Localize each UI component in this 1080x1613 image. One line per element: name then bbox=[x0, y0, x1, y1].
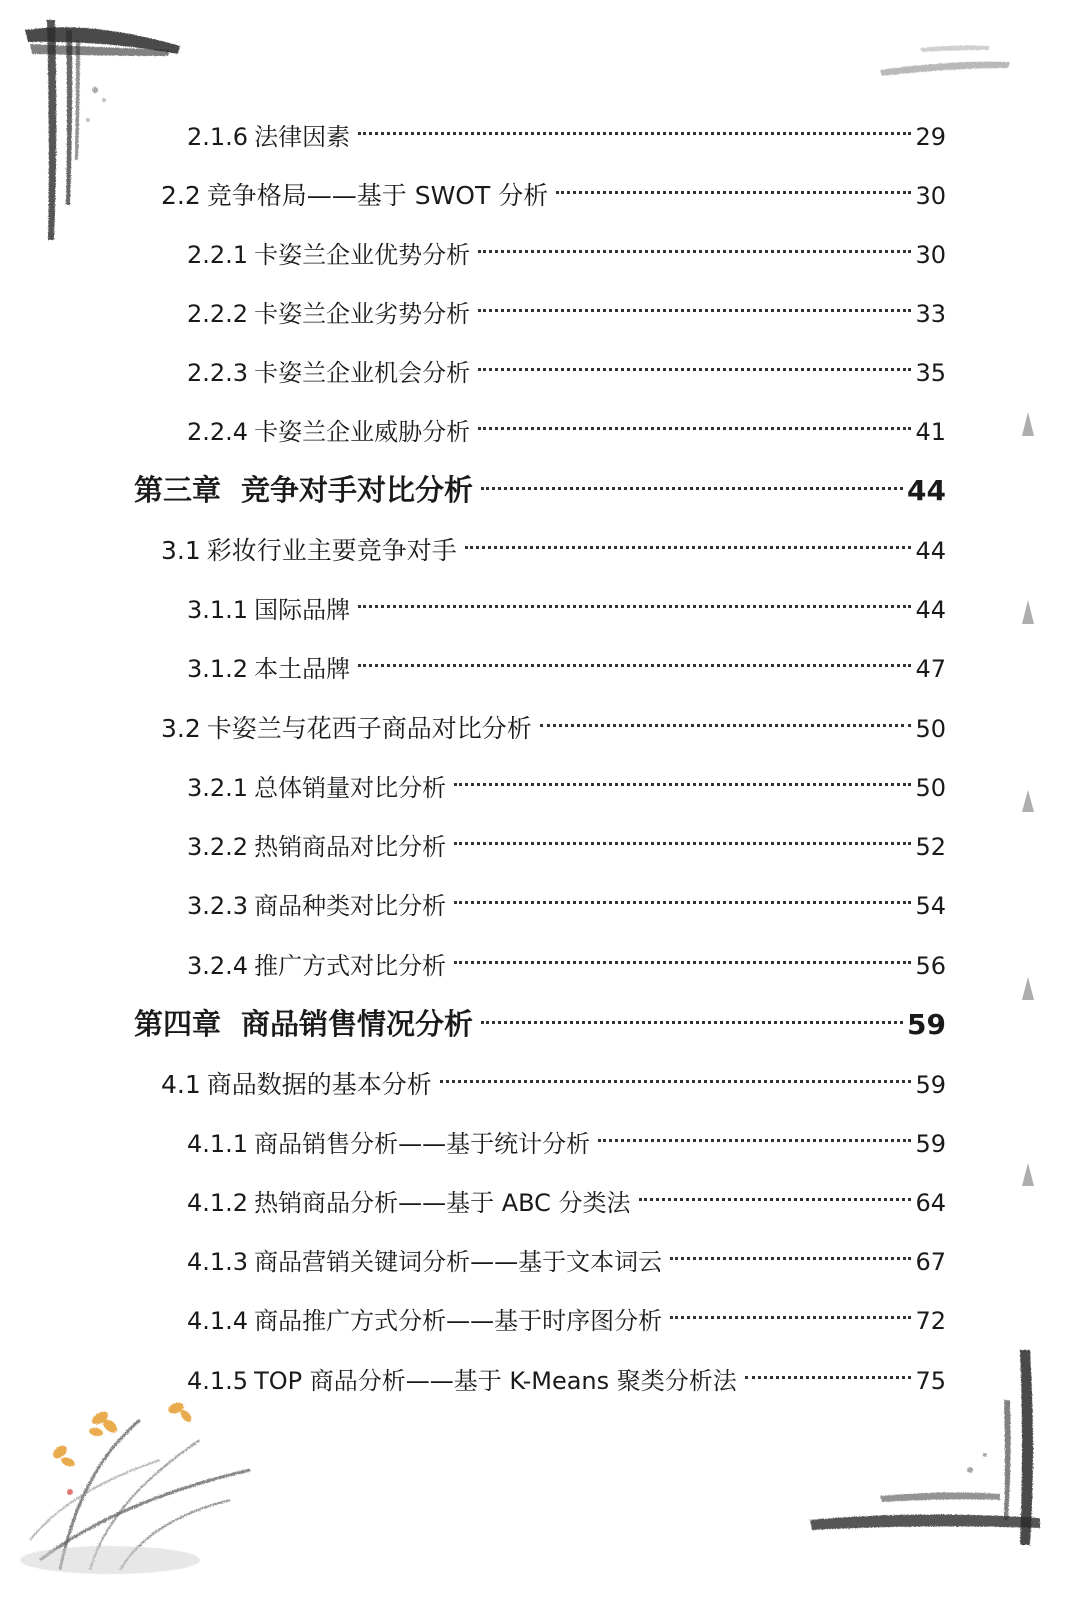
dot-leader bbox=[598, 1112, 911, 1152]
toc-entry-number: 第四章 bbox=[134, 1007, 222, 1041]
toc-entry[interactable] bbox=[187, 1289, 946, 1335]
toc-entry-page: 56 bbox=[915, 952, 946, 980]
toc-chapter-entry[interactable] bbox=[134, 460, 946, 507]
toc-entry-title: 推广方式对比分析 bbox=[254, 952, 447, 980]
toc-entry-title: 竞争对手对比分析 bbox=[241, 473, 474, 507]
toc-entry-page: 41 bbox=[915, 418, 946, 446]
toc-entry-title: 卡姿兰企业优势分析 bbox=[254, 241, 471, 269]
toc-entry-title: 商品数据的基本分析 bbox=[206, 1070, 432, 1099]
toc-entry-title: 卡姿兰企业威胁分析 bbox=[254, 418, 471, 446]
toc-entry-title: 国际品牌 bbox=[254, 596, 351, 624]
toc-entry-title: 商品种类对比分析 bbox=[254, 892, 447, 920]
toc-entry-number: 2.2.4 bbox=[187, 418, 249, 446]
dot-leader bbox=[454, 815, 911, 855]
toc-entry-title: 商品推广方式分析——基于时序图分析 bbox=[254, 1307, 663, 1335]
toc-entry-title: 商品销售情况分析 bbox=[241, 1007, 474, 1041]
dot-leader bbox=[745, 1349, 912, 1389]
dot-leader bbox=[540, 697, 912, 737]
toc-entry-number: 3.2.4 bbox=[187, 952, 249, 980]
toc-entry-number: 3.2 bbox=[161, 714, 201, 743]
toc-entry-number: 2.2.2 bbox=[187, 300, 249, 328]
toc-entry-title: 热销商品分析——基于 ABC 分类法 bbox=[254, 1189, 631, 1217]
toc-entry-page: 75 bbox=[915, 1367, 946, 1395]
toc-entry-page: 44 bbox=[915, 537, 946, 565]
toc-entry-title: 法律因素 bbox=[254, 123, 351, 151]
dot-leader bbox=[454, 934, 911, 974]
toc-entry-title: 本土品牌 bbox=[254, 655, 351, 683]
toc-entry[interactable] bbox=[187, 223, 946, 269]
dot-leader bbox=[454, 874, 911, 914]
toc-entry-number: 3.2.1 bbox=[187, 774, 249, 802]
toc-entry-number: 2.2 bbox=[161, 181, 201, 210]
dot-leader bbox=[478, 223, 911, 263]
toc-entry-number: 2.1.6 bbox=[187, 123, 249, 151]
toc-entry-page: 50 bbox=[915, 774, 946, 802]
dot-leader bbox=[478, 400, 911, 440]
dot-leader bbox=[478, 282, 911, 322]
toc-entry-number: 4.1.2 bbox=[187, 1189, 249, 1217]
toc-entry-number: 第三章 bbox=[134, 473, 222, 507]
toc-entry-page: 67 bbox=[915, 1248, 946, 1276]
toc-entry[interactable] bbox=[187, 341, 946, 387]
toc-entry[interactable] bbox=[187, 874, 946, 920]
dot-leader bbox=[358, 637, 911, 677]
toc-entry-number: 3.2.2 bbox=[187, 833, 249, 861]
dot-leader bbox=[440, 1053, 912, 1093]
toc-entry-number: 4.1 bbox=[161, 1070, 201, 1099]
toc-entry-title: 卡姿兰企业劣势分析 bbox=[254, 300, 471, 328]
toc-entry[interactable] bbox=[187, 282, 946, 328]
toc-entry-title: 商品营销关键词分析——基于文本词云 bbox=[254, 1248, 663, 1276]
dot-leader bbox=[358, 105, 911, 145]
dot-leader bbox=[481, 994, 903, 1034]
dot-leader bbox=[670, 1289, 911, 1329]
toc-entry-page: 30 bbox=[915, 182, 946, 210]
toc-entry[interactable] bbox=[187, 756, 946, 802]
dot-leader bbox=[481, 460, 903, 500]
toc-entry-page: 29 bbox=[915, 123, 946, 151]
toc-entry[interactable] bbox=[187, 1349, 946, 1395]
toc-entry-page: 59 bbox=[907, 1008, 946, 1041]
toc-entry[interactable] bbox=[187, 105, 946, 151]
dot-leader bbox=[639, 1171, 912, 1211]
toc-entry-number: 3.1 bbox=[161, 536, 201, 565]
toc-chapter-entry[interactable] bbox=[134, 994, 946, 1041]
toc-entry[interactable] bbox=[187, 1171, 946, 1217]
dot-leader bbox=[478, 341, 911, 381]
toc-entry-title: TOP 商品分析——基于 K-Means 聚类分析法 bbox=[254, 1367, 737, 1395]
toc-entry-page: 47 bbox=[915, 655, 946, 683]
toc-entry-title: 商品销售分析——基于统计分析 bbox=[254, 1130, 591, 1158]
toc-entry-title: 总体销量对比分析 bbox=[254, 774, 447, 802]
toc-entry-number: 4.1.3 bbox=[187, 1248, 249, 1276]
dot-leader bbox=[358, 578, 911, 618]
toc-entry-number: 4.1.5 bbox=[187, 1367, 249, 1395]
toc-entry[interactable] bbox=[161, 519, 946, 565]
toc-entry-page: 59 bbox=[915, 1071, 946, 1099]
toc-entry-number: 2.2.3 bbox=[187, 359, 249, 387]
toc-entry-title: 卡姿兰企业机会分析 bbox=[254, 359, 471, 387]
toc-entry-number: 4.1.4 bbox=[187, 1307, 249, 1335]
toc-entry-number: 3.1.2 bbox=[187, 655, 249, 683]
toc-entry-title: 竞争格局——基于 SWOT 分析 bbox=[206, 181, 549, 210]
toc-entry-title: 热销商品对比分析 bbox=[254, 833, 447, 861]
toc-entry[interactable] bbox=[187, 934, 946, 980]
toc-entry-number: 2.2.1 bbox=[187, 241, 249, 269]
dot-leader bbox=[670, 1230, 911, 1270]
toc-entry-page: 64 bbox=[915, 1189, 946, 1217]
toc-entry[interactable] bbox=[187, 1112, 946, 1158]
dot-leader bbox=[454, 756, 911, 796]
toc-entry-page: 54 bbox=[915, 892, 946, 920]
toc-entry[interactable] bbox=[187, 1230, 946, 1276]
toc-entry-page: 72 bbox=[915, 1307, 946, 1335]
toc-entry-number: 3.2.3 bbox=[187, 892, 249, 920]
dot-leader bbox=[465, 519, 912, 559]
toc-entry-page: 59 bbox=[915, 1130, 946, 1158]
toc-entry-number: 3.1.1 bbox=[187, 596, 249, 624]
toc-entry-title: 卡姿兰与花西子商品对比分析 bbox=[206, 714, 532, 743]
toc-entry-page: 50 bbox=[915, 715, 946, 743]
toc-entry-number: 4.1.1 bbox=[187, 1130, 249, 1158]
toc-entry-title: 彩妆行业主要竞争对手 bbox=[206, 536, 457, 565]
toc-entry[interactable] bbox=[187, 400, 946, 446]
toc-entry-page: 44 bbox=[907, 474, 946, 507]
toc-entry-page: 35 bbox=[915, 359, 946, 387]
toc-entry-page: 52 bbox=[915, 833, 946, 861]
toc-entry-page: 30 bbox=[915, 241, 946, 269]
toc-entry[interactable] bbox=[187, 637, 946, 683]
toc-entry-page: 33 bbox=[915, 300, 946, 328]
toc-entry[interactable] bbox=[187, 815, 946, 861]
dot-leader bbox=[556, 164, 911, 204]
toc-entry[interactable] bbox=[161, 697, 946, 743]
toc-entry-page: 44 bbox=[915, 596, 946, 624]
toc-entry[interactable] bbox=[161, 1053, 946, 1099]
toc-entry[interactable] bbox=[161, 164, 946, 210]
toc-entry[interactable] bbox=[187, 578, 946, 624]
